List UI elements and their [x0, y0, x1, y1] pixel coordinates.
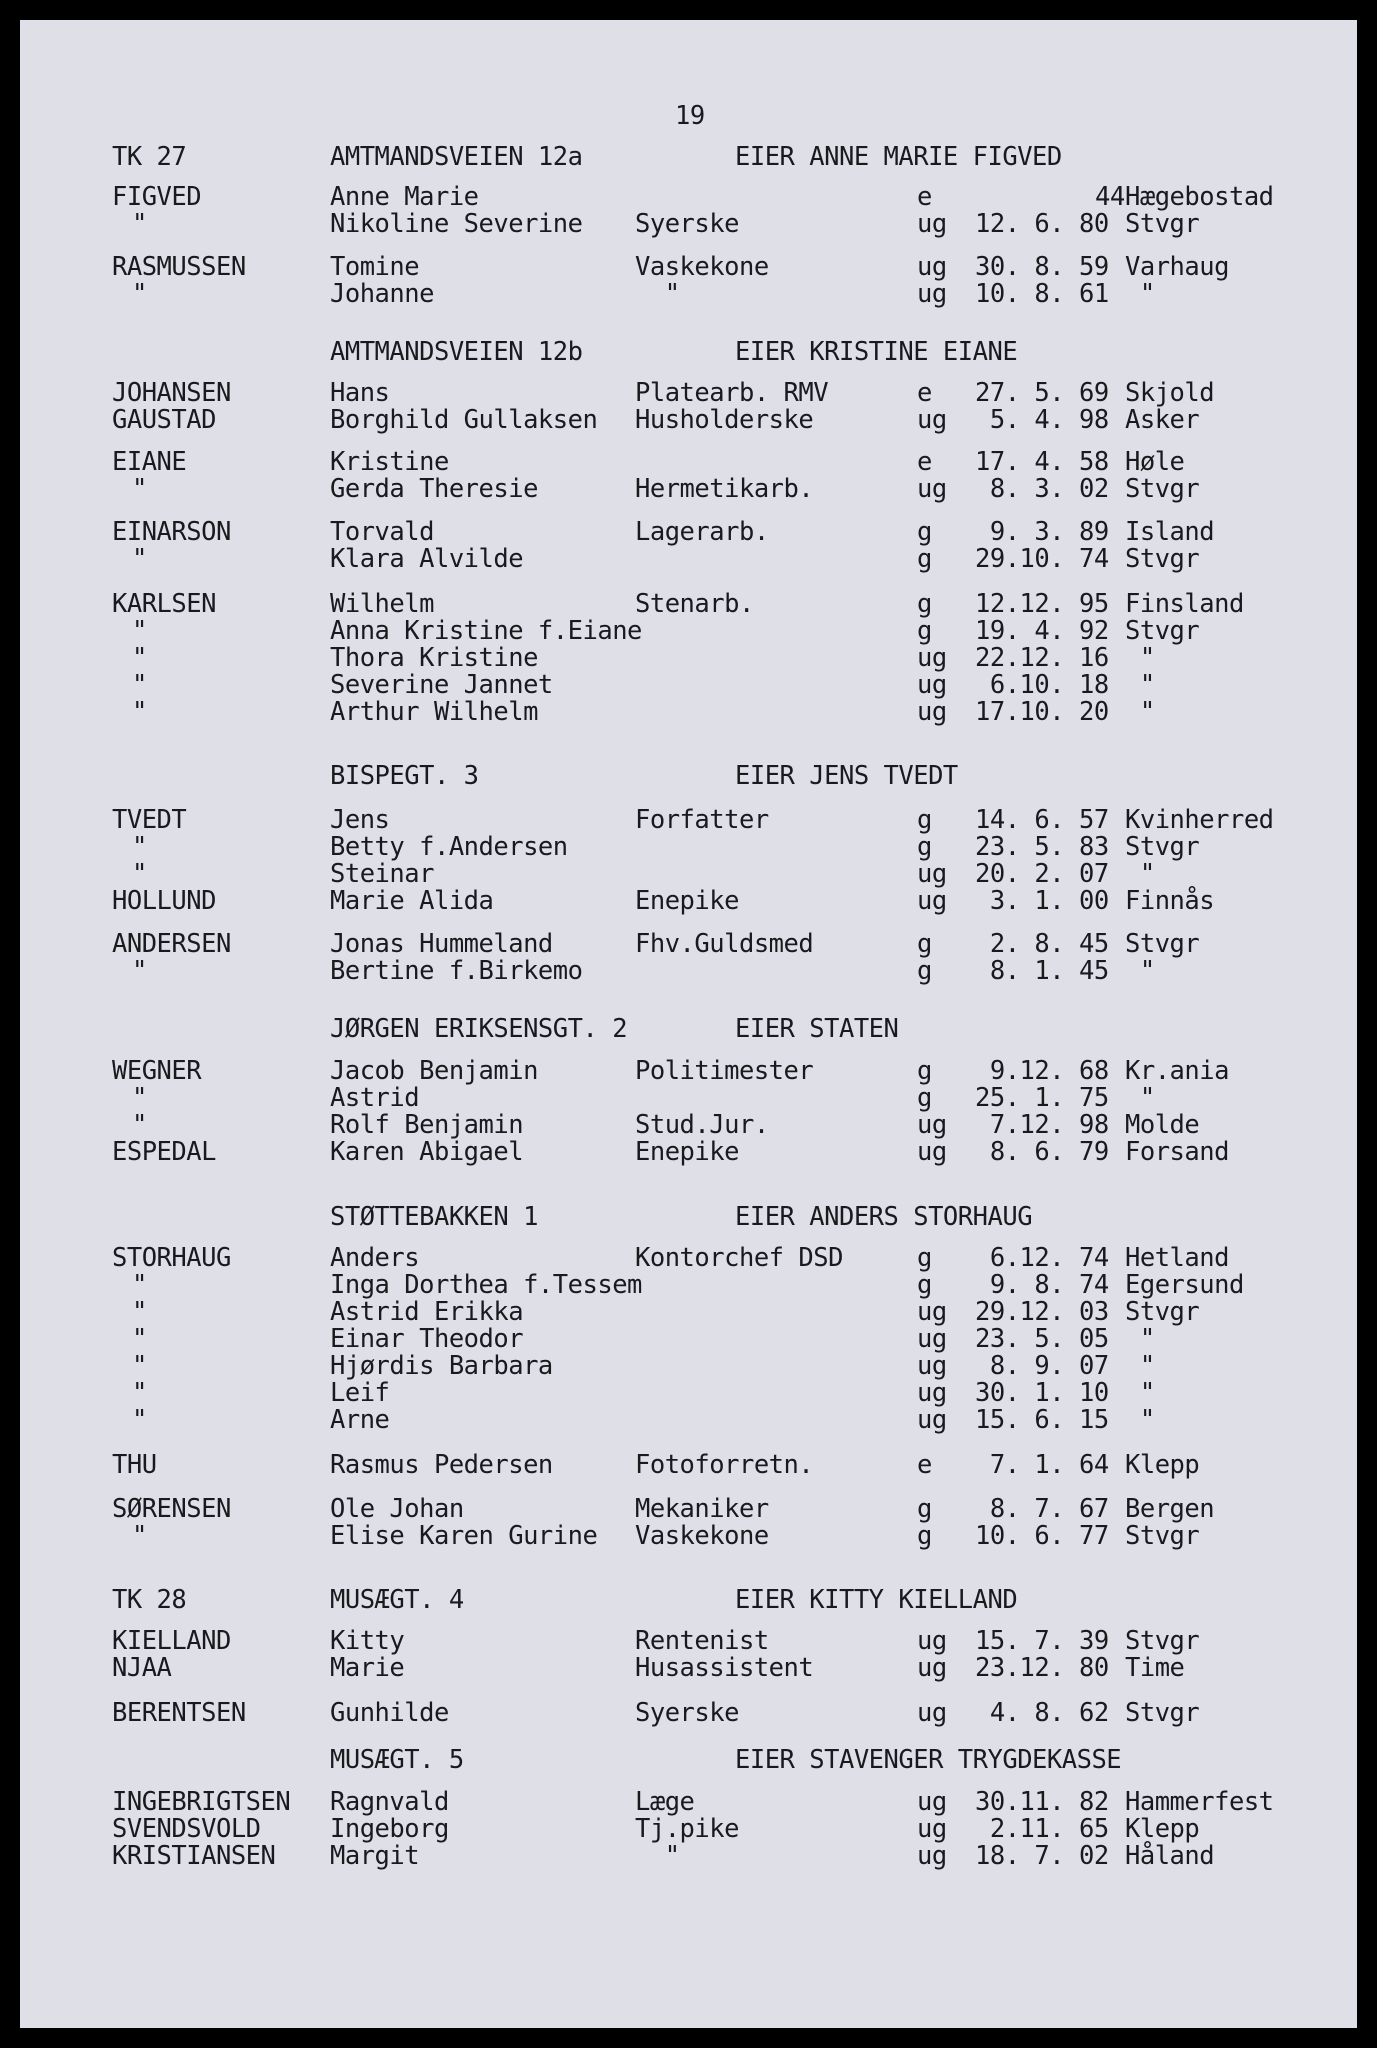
- tk-number: TK 28: [112, 1585, 187, 1615]
- birth-date: 2. 8. 45: [975, 929, 1109, 959]
- occupation: Stenarb.: [635, 589, 754, 619]
- given-names: Ragnvald: [330, 1787, 449, 1817]
- birth-place: ": [1125, 670, 1155, 700]
- birth-place: Stvgr: [1125, 474, 1200, 504]
- surname: INGEBRIGTSEN: [112, 1787, 291, 1817]
- given-names: Steinar: [330, 859, 434, 889]
- street-address: JØRGEN ERIKSENSGT. 2: [330, 1014, 628, 1044]
- surname: ": [132, 616, 147, 646]
- occupation: Husholderske: [635, 405, 814, 435]
- marital-status: ug: [917, 252, 947, 282]
- birth-place: ": [1125, 1378, 1155, 1408]
- birth-place: ": [1125, 1405, 1155, 1435]
- birth-date: 22.12. 16: [975, 643, 1109, 673]
- surname: RASMUSSEN: [112, 252, 246, 282]
- marital-status: ug: [917, 1378, 947, 1408]
- marital-status: ug: [917, 1698, 947, 1728]
- marital-status: ug: [917, 1841, 947, 1871]
- birth-place: Stvgr: [1125, 1626, 1200, 1656]
- surname: JOHANSEN: [112, 378, 231, 408]
- given-names: Bertine f.Birkemo: [330, 956, 583, 986]
- occupation: Mekaniker: [635, 1494, 769, 1524]
- birth-place: ": [1125, 1324, 1155, 1354]
- marital-status: ug: [917, 1137, 947, 1167]
- property-owner: EIER KRISTINE EIANE: [735, 337, 1018, 367]
- surname: THU: [112, 1450, 157, 1480]
- given-names: Margit: [330, 1841, 420, 1871]
- property-owner: EIER STATEN: [735, 1014, 899, 1044]
- given-names: Ingeborg: [330, 1814, 449, 1844]
- given-names: Johanne: [330, 279, 434, 309]
- occupation: Rentenist: [635, 1626, 769, 1656]
- surname: ": [132, 1270, 147, 1300]
- birth-place: Stvgr: [1125, 929, 1200, 959]
- birth-place: ": [1125, 697, 1155, 727]
- given-names: Arthur Wilhelm: [330, 697, 538, 727]
- marital-status: g: [917, 544, 932, 574]
- occupation: Platearb. RMV: [635, 378, 829, 408]
- street-address: MUSÆGT. 5: [330, 1745, 464, 1775]
- birth-date: 23.12. 80: [975, 1653, 1109, 1683]
- birth-date: 44: [1095, 182, 1125, 212]
- birth-place: Kr.ania: [1125, 1056, 1229, 1086]
- surname: BERENTSEN: [112, 1698, 246, 1728]
- marital-status: g: [917, 589, 932, 619]
- marital-status: ug: [917, 279, 947, 309]
- given-names: Gunhilde: [330, 1698, 449, 1728]
- birth-date: 6.10. 18: [975, 670, 1109, 700]
- given-names: Leif: [330, 1378, 390, 1408]
- tk-number: TK 27: [112, 142, 187, 172]
- surname: KIELLAND: [112, 1626, 231, 1656]
- occupation: Enepike: [635, 1137, 739, 1167]
- birth-place: Time: [1125, 1653, 1185, 1683]
- birth-place: Bergen: [1125, 1494, 1215, 1524]
- birth-date: 2.11. 65: [975, 1814, 1109, 1844]
- marital-status: e: [917, 1450, 932, 1480]
- surname: EIANE: [112, 447, 187, 477]
- marital-status: g: [917, 805, 932, 835]
- birth-date: 17. 4. 58: [975, 447, 1109, 477]
- birth-place: Hetland: [1125, 1243, 1229, 1273]
- marital-status: ug: [917, 643, 947, 673]
- surname: HOLLUND: [112, 886, 216, 916]
- property-owner: EIER ANNE MARIE FIGVED: [735, 142, 1062, 172]
- marital-status: ug: [917, 1351, 947, 1381]
- birth-date: 27. 5. 69: [975, 378, 1109, 408]
- birth-place: Varhaug: [1125, 252, 1229, 282]
- birth-place: Hægebostad: [1125, 182, 1274, 212]
- marital-status: ug: [917, 697, 947, 727]
- property-owner: EIER STAVENGER TRYGDEKASSE: [735, 1745, 1122, 1775]
- given-names: Kristine: [330, 447, 449, 477]
- birth-place: Egersund: [1125, 1270, 1244, 1300]
- given-names: Tomine: [330, 252, 420, 282]
- given-names: Anna Kristine f.Eiane: [330, 616, 642, 646]
- birth-place: Molde: [1125, 1110, 1200, 1140]
- occupation: ": [635, 279, 680, 309]
- occupation: Forfatter: [635, 805, 769, 835]
- given-names: Rolf Benjamin: [330, 1110, 524, 1140]
- given-names: Rasmus Pedersen: [330, 1450, 553, 1480]
- surname: ": [132, 697, 147, 727]
- birth-date: 8. 1. 45: [975, 956, 1109, 986]
- given-names: Hans: [330, 378, 390, 408]
- birth-place: Stvgr: [1125, 832, 1200, 862]
- birth-date: 23. 5. 83: [975, 832, 1109, 862]
- surname: KRISTIANSEN: [112, 1841, 276, 1871]
- surname: FIGVED: [112, 182, 202, 212]
- given-names: Torvald: [330, 517, 434, 547]
- surname: ": [132, 1405, 147, 1435]
- birth-place: ": [1125, 956, 1155, 986]
- birth-place: ": [1125, 643, 1155, 673]
- marital-status: ug: [917, 670, 947, 700]
- given-names: Astrid Erikka: [330, 1297, 524, 1327]
- birth-place: Klepp: [1125, 1450, 1200, 1480]
- given-names: Klara Alvilde: [330, 544, 524, 574]
- occupation: Syerske: [635, 1698, 739, 1728]
- occupation: Læge: [635, 1787, 695, 1817]
- surname: SVENDSVOLD: [112, 1814, 261, 1844]
- surname: NJAA: [112, 1653, 172, 1683]
- surname: ": [132, 643, 147, 673]
- property-owner: EIER KITTY KIELLAND: [735, 1585, 1018, 1615]
- marital-status: g: [917, 616, 932, 646]
- birth-date: 5. 4. 98: [975, 405, 1109, 435]
- occupation: Hermetikarb.: [635, 474, 814, 504]
- birth-date: 23. 5. 05: [975, 1324, 1109, 1354]
- birth-place: Finnås: [1125, 886, 1215, 916]
- given-names: Marie: [330, 1653, 405, 1683]
- birth-place: Stvgr: [1125, 1297, 1200, 1327]
- street-address: MUSÆGT. 4: [330, 1585, 464, 1615]
- birth-date: 14. 6. 57: [975, 805, 1109, 835]
- birth-place: Stvgr: [1125, 1521, 1200, 1551]
- given-names: Thora Kristine: [330, 643, 538, 673]
- given-names: Anne Marie: [330, 182, 479, 212]
- occupation: Fhv.Guldsmed: [635, 929, 814, 959]
- surname: ": [132, 544, 147, 574]
- surname: KARLSEN: [112, 589, 216, 619]
- birth-date: 17.10. 20: [975, 697, 1109, 727]
- birth-place: Asker: [1125, 405, 1200, 435]
- birth-date: 15. 7. 39: [975, 1626, 1109, 1656]
- birth-date: 7. 1. 64: [975, 1450, 1109, 1480]
- marital-status: ug: [917, 859, 947, 889]
- marital-status: ug: [917, 1626, 947, 1656]
- birth-date: 8. 6. 79: [975, 1137, 1109, 1167]
- page-number: 19: [675, 101, 705, 131]
- given-names: Gerda Theresie: [330, 474, 538, 504]
- birth-date: 29.10. 74: [975, 544, 1109, 574]
- marital-status: g: [917, 832, 932, 862]
- given-names: Marie Alida: [330, 886, 494, 916]
- document-page: [20, 20, 1357, 2028]
- marital-status: ug: [917, 1653, 947, 1683]
- surname: TVEDT: [112, 805, 187, 835]
- given-names: Borghild Gullaksen: [330, 405, 598, 435]
- occupation: Kontorchef DSD: [635, 1243, 843, 1273]
- marital-status: g: [917, 1056, 932, 1086]
- birth-place: Forsand: [1125, 1137, 1229, 1167]
- birth-date: 18. 7. 02: [975, 1841, 1109, 1871]
- birth-date: 29.12. 03: [975, 1297, 1109, 1327]
- occupation: Husassistent: [635, 1653, 814, 1683]
- birth-date: 19. 4. 92: [975, 616, 1109, 646]
- property-owner: EIER ANDERS STORHAUG: [735, 1202, 1033, 1232]
- birth-date: 30. 8. 59: [975, 252, 1109, 282]
- marital-status: e: [917, 182, 932, 212]
- given-names: Jens: [330, 805, 390, 835]
- birth-date: 6.12. 74: [975, 1243, 1109, 1273]
- birth-place: Stvgr: [1125, 544, 1200, 574]
- occupation: Vaskekone: [635, 1521, 769, 1551]
- marital-status: ug: [917, 886, 947, 916]
- occupation: Fotoforretn.: [635, 1450, 814, 1480]
- birth-place: ": [1125, 1083, 1155, 1113]
- birth-place: Kvinherred: [1125, 805, 1274, 835]
- birth-date: 25. 1. 75: [975, 1083, 1109, 1113]
- given-names: Kitty: [330, 1626, 405, 1656]
- surname: ": [132, 1297, 147, 1327]
- birth-date: 30.11. 82: [975, 1787, 1109, 1817]
- birth-date: 15. 6. 15: [975, 1405, 1109, 1435]
- surname: ": [132, 1324, 147, 1354]
- birth-place: ": [1125, 859, 1155, 889]
- birth-place: Stvgr: [1125, 616, 1200, 646]
- birth-place: ": [1125, 1351, 1155, 1381]
- marital-status: ug: [917, 1405, 947, 1435]
- birth-place: Stvgr: [1125, 1698, 1200, 1728]
- surname: ": [132, 670, 147, 700]
- occupation: Stud.Jur.: [635, 1110, 769, 1140]
- given-names: Betty f.Andersen: [330, 832, 568, 862]
- surname: ": [132, 1378, 147, 1408]
- birth-date: 3. 1. 00: [975, 886, 1109, 916]
- marital-status: g: [917, 1083, 932, 1113]
- surname: ": [132, 832, 147, 862]
- birth-place: Klepp: [1125, 1814, 1200, 1844]
- surname: EINARSON: [112, 517, 231, 547]
- marital-status: g: [917, 517, 932, 547]
- surname: ": [132, 209, 147, 239]
- marital-status: g: [917, 1494, 932, 1524]
- given-names: Karen Abigael: [330, 1137, 524, 1167]
- surname: ESPEDAL: [112, 1137, 216, 1167]
- surname: SØRENSEN: [112, 1494, 231, 1524]
- birth-date: 9.12. 68: [975, 1056, 1109, 1086]
- marital-status: e: [917, 378, 932, 408]
- marital-status: e: [917, 447, 932, 477]
- birth-place: ": [1125, 279, 1155, 309]
- given-names: Wilhelm: [330, 589, 434, 619]
- birth-date: 7.12. 98: [975, 1110, 1109, 1140]
- marital-status: ug: [917, 405, 947, 435]
- surname: ": [132, 956, 147, 986]
- surname: ": [132, 1110, 147, 1140]
- marital-status: g: [917, 1243, 932, 1273]
- birth-place: Hammerfest: [1125, 1787, 1274, 1817]
- marital-status: g: [917, 1270, 932, 1300]
- given-names: Ole Johan: [330, 1494, 464, 1524]
- surname: ": [132, 474, 147, 504]
- occupation: Politimester: [635, 1056, 814, 1086]
- given-names: Nikoline Severine: [330, 209, 583, 239]
- birth-place: Island: [1125, 517, 1215, 547]
- occupation: Enepike: [635, 886, 739, 916]
- street-address: STØTTEBAKKEN 1: [330, 1202, 538, 1232]
- birth-place: Høle: [1125, 447, 1185, 477]
- birth-date: 9. 8. 74: [975, 1270, 1109, 1300]
- occupation: Syerske: [635, 209, 739, 239]
- birth-date: 9. 3. 89: [975, 517, 1109, 547]
- occupation: Lagerarb.: [635, 517, 769, 547]
- marital-status: ug: [917, 1297, 947, 1327]
- street-address: AMTMANDSVEIEN 12a: [330, 142, 583, 172]
- surname: ": [132, 279, 147, 309]
- surname: STORHAUG: [112, 1243, 231, 1273]
- surname: ": [132, 1521, 147, 1551]
- birth-place: Skjold: [1125, 378, 1215, 408]
- surname: ": [132, 1083, 147, 1113]
- occupation: ": [635, 1841, 680, 1871]
- given-names: Severine Jannet: [330, 670, 553, 700]
- birth-date: 20. 2. 07: [975, 859, 1109, 889]
- given-names: Elise Karen Gurine: [330, 1521, 598, 1551]
- given-names: Arne: [330, 1405, 390, 1435]
- birth-date: 12.12. 95: [975, 589, 1109, 619]
- birth-place: Finsland: [1125, 589, 1244, 619]
- marital-status: g: [917, 956, 932, 986]
- birth-date: 8. 3. 02: [975, 474, 1109, 504]
- given-names: Anders: [330, 1243, 420, 1273]
- marital-status: ug: [917, 1814, 947, 1844]
- marital-status: ug: [917, 474, 947, 504]
- marital-status: ug: [917, 1110, 947, 1140]
- marital-status: ug: [917, 209, 947, 239]
- property-owner: EIER JENS TVEDT: [735, 761, 958, 791]
- given-names: Jonas Hummeland: [330, 929, 553, 959]
- birth-date: 12. 6. 80: [975, 209, 1109, 239]
- given-names: Hjørdis Barbara: [330, 1351, 553, 1381]
- surname: ANDERSEN: [112, 929, 231, 959]
- surname: ": [132, 859, 147, 889]
- birth-date: 30. 1. 10: [975, 1378, 1109, 1408]
- birth-date: 10. 8. 61: [975, 279, 1109, 309]
- occupation: Tj.pike: [635, 1814, 739, 1844]
- birth-date: 8. 9. 07: [975, 1351, 1109, 1381]
- surname: ": [132, 1351, 147, 1381]
- marital-status: g: [917, 929, 932, 959]
- birth-place: Stvgr: [1125, 209, 1200, 239]
- street-address: BISPEGT. 3: [330, 761, 479, 791]
- marital-status: ug: [917, 1324, 947, 1354]
- given-names: Jacob Benjamin: [330, 1056, 538, 1086]
- street-address: AMTMANDSVEIEN 12b: [330, 337, 583, 367]
- given-names: Inga Dorthea f.Tessem: [330, 1270, 642, 1300]
- surname: GAUSTAD: [112, 405, 216, 435]
- birth-date: 10. 6. 77: [975, 1521, 1109, 1551]
- marital-status: g: [917, 1521, 932, 1551]
- given-names: Astrid: [330, 1083, 420, 1113]
- given-names: Einar Theodor: [330, 1324, 524, 1354]
- birth-date: 4. 8. 62: [975, 1698, 1109, 1728]
- birth-place: Håland: [1125, 1841, 1215, 1871]
- birth-date: 8. 7. 67: [975, 1494, 1109, 1524]
- marital-status: ug: [917, 1787, 947, 1817]
- surname: WEGNER: [112, 1056, 202, 1086]
- occupation: Vaskekone: [635, 252, 769, 282]
